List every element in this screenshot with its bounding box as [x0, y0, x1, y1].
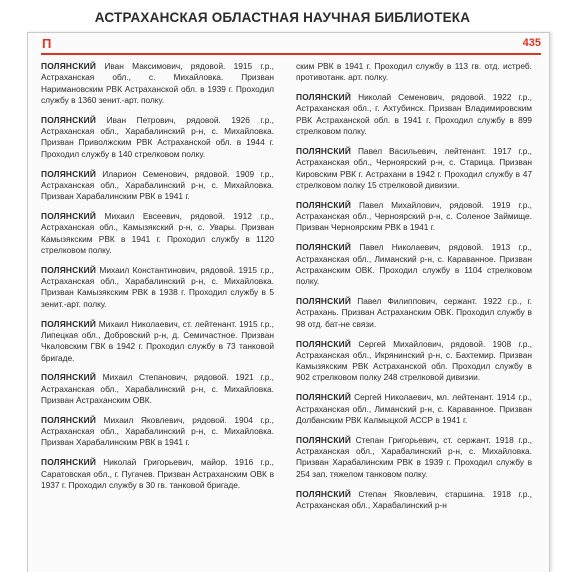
entry-text: Николай Григорьевич, майор. 1916 г.р., Саратовская обл., г. Пугачев. Призван Астраханским ОВК в 1937 г. Проходил службу в 30 гв. танковой бригаде.	[41, 457, 274, 490]
entry-surname: ПОЛЯНСКИЙ	[41, 61, 97, 71]
entry-text: Николай Семенович, рядовой. 1922 г.р., Астраханская обл., г. Ахтубинск. Призван Владимировским РВК Астраханской обл. в 1941 г. Проходил службу в 899 стрелковом полку.	[296, 92, 533, 137]
entry-text: Михаил Николаевич, ст. лейтенант. 1915 г.р., Липецкая обл., Добровский р-н, д. Семичастное. Призван Чкаловским ГВК в 1942 г. Проходил службу в 73 танковой бригаде.	[41, 318, 274, 363]
entry	[41, 211, 274, 256]
entry-text: Иван Максимович, рядовой. 1915 г.р., Астраханская обл., с. Михайловка. Призван Наримановским РВК Астраханской обл. в 1939 г. Проходил службу в 1360 зенит.-арт. полку.	[41, 61, 274, 105]
entry	[296, 200, 532, 234]
page-letter: П	[42, 36, 52, 51]
entry-surname: ПОЛЯНСКИЙ	[41, 211, 97, 222]
entry	[296, 146, 532, 191]
entry-surname: ПОЛЯНСКИЙ	[41, 457, 97, 468]
entry-text: Сергей Михайлович, рядовой. 1908 г.р., Астраханская обл., Икрянинский р-н, с. Бахтемир. Призван Камызякским РВК Астраханской обл. Проходил службу в 902 стрелковом полку 248 стрелковой дивизии.	[296, 338, 532, 383]
entry-continuation	[296, 61, 532, 84]
entry-text: Степан Григорьевич, ст. сержант. 1918 г.р., Астраханская обл., Харабалинский р-н, с. Михайловка. Призван Харабалинским РВК в 1939 г. Проходил службу в 254 зап. тяжелом танковом полку.	[296, 434, 532, 479]
entry-surname: ПОЛЯНСКИЙ	[41, 372, 97, 383]
entry-surname: ПОЛЯНСКИЙ	[296, 392, 352, 403]
entry	[296, 242, 532, 287]
entry-surname: ПОЛЯНСКИЙ	[296, 488, 352, 499]
entry-text: Иван Петрович, рядовой. 1926 г.р., Астраханская обл., Харабалинский р-н, с. Михайловка. Призван Приволжским РВК Астраханской обл. в 1944 г. Проходил службу в 140 стрелковом полку.	[41, 114, 274, 159]
entry	[296, 489, 532, 512]
entry	[296, 339, 532, 384]
entry	[296, 435, 532, 480]
entry-surname: ПОЛЯНСКИЙ	[41, 414, 97, 425]
entry-text: Сергей Николаевич, мл. лейтенант. 1914 г.р., Астраханская обл., Лиманский р-н, с. Караванное. Призван Долбанским РВК Калмыцкой АССР в 1941 г.	[296, 392, 532, 425]
page-number: 435	[522, 37, 541, 49]
entry	[41, 61, 274, 106]
entry-text: Степан Яковлевич, старшина. 1918 г.р., Астраханская обл., Харабалинский р-н	[296, 488, 532, 510]
library-title: АСТРАХАНСКАЯ ОБЛАСТНАЯ НАУЧНАЯ БИБЛИОТЕКА	[94, 10, 471, 25]
entry-surname: ПОЛЯНСКИЙ	[296, 242, 352, 253]
entry-surname: ПОЛЯНСКИЙ	[296, 199, 352, 210]
entry-surname: ПОЛЯНСКИЙ	[296, 434, 352, 445]
entry	[41, 265, 274, 310]
entry	[41, 115, 274, 160]
entry	[41, 415, 274, 449]
entry-text: Михаил Яковлевич, рядовой. 1904 г.р., Астраханская обл., Харабалинский р-н, с. Михайловка. Призван Харабалинским РВК в 1941 г.	[41, 414, 274, 448]
entry-text: Павел Васильевич, лейтенант. 1917 г.р., Астраханская обл., Черноярский р-н, с. Старица. Призван Кировским РВК г. Астрахани в 1942 г. Проходил службу в 47 стрелковом полку 15 стрелковой дивизии.	[296, 145, 532, 190]
entry	[296, 92, 532, 137]
entry-text: Павел Филиппович, сержант. 1922 г.р., г. Астрахань. Призван Астраханским ОВК. Проходил службу в 98 отд. бат-не связи.	[296, 296, 532, 329]
entry-surname: ПОЛЯНСКИЙ	[296, 145, 352, 156]
entry-surname: ПОЛЯНСКИЙ	[41, 114, 97, 125]
entry-surname: ПОЛЯНСКИЙ	[296, 92, 352, 103]
entry	[41, 457, 274, 491]
entry-text: Михаил Степанович, рядовой. 1921 г.р., Астраханская обл., Харабалинский р-н, с. Михайловка. Призван Астраханским ОВК.	[41, 372, 274, 405]
entry	[41, 372, 274, 406]
entry-text: Павел Михайлович, рядовой. 1919 г.р., Астраханская обл., Черноярский р-н, с. Соленое Займище. Призван Черноярским РВК в 1941 г.	[296, 199, 532, 233]
left-column	[41, 61, 274, 500]
entry-surname: ПОЛЯНСКИЙ	[41, 168, 97, 179]
entry-text: Иларион Семенович, рядовой. 1909 г.р., Астраханская обл., Харабалинский р-н, с. Михайловка. Призван Харабалинским РВК в 1941 г.	[41, 168, 274, 202]
entry	[296, 296, 532, 330]
entry	[41, 169, 274, 203]
entry-text: Михаил Евсеевич, рядовой. 1912 г.р., Астраханская обл., Камызякский р-н, с. Увары. Призван Камызякским РВК в 1941 г. Проходил службу в 1120 стрелковом полку.	[41, 211, 274, 255]
entry-surname: ПОЛЯНСКИЙ	[41, 318, 97, 329]
entry-surname: ПОЛЯНСКИЙ	[41, 264, 97, 275]
book-page	[27, 32, 550, 572]
entry-text: Павел Николаевич, рядовой. 1913 г.р., Астраханская обл., Лиманский р-н, с. Караванное. Призван Астраханским ОВК. Проходил службу в 1104 стрелковом полку.	[296, 242, 532, 287]
entry	[41, 319, 274, 364]
entry-text: Михаил Константинович, рядовой. 1915 г.р., Астраханская обл., Харабалинский р-н, с. Михайловка. Призван Камызякским РВК в 1938 г. Проходил службу в 5 зенит.-арт. полку.	[41, 264, 274, 309]
entry	[296, 392, 532, 426]
entry-surname: ПОЛЯНСКИЙ	[296, 338, 352, 349]
header-rule	[41, 53, 541, 55]
entry-text: ским РВК в 1941 г. Проходил службу в 113 гв. отд. истреб. противотанк. арт. полку.	[296, 61, 532, 83]
entry-surname: ПОЛЯНСКИЙ	[296, 296, 352, 307]
right-column	[296, 61, 532, 520]
